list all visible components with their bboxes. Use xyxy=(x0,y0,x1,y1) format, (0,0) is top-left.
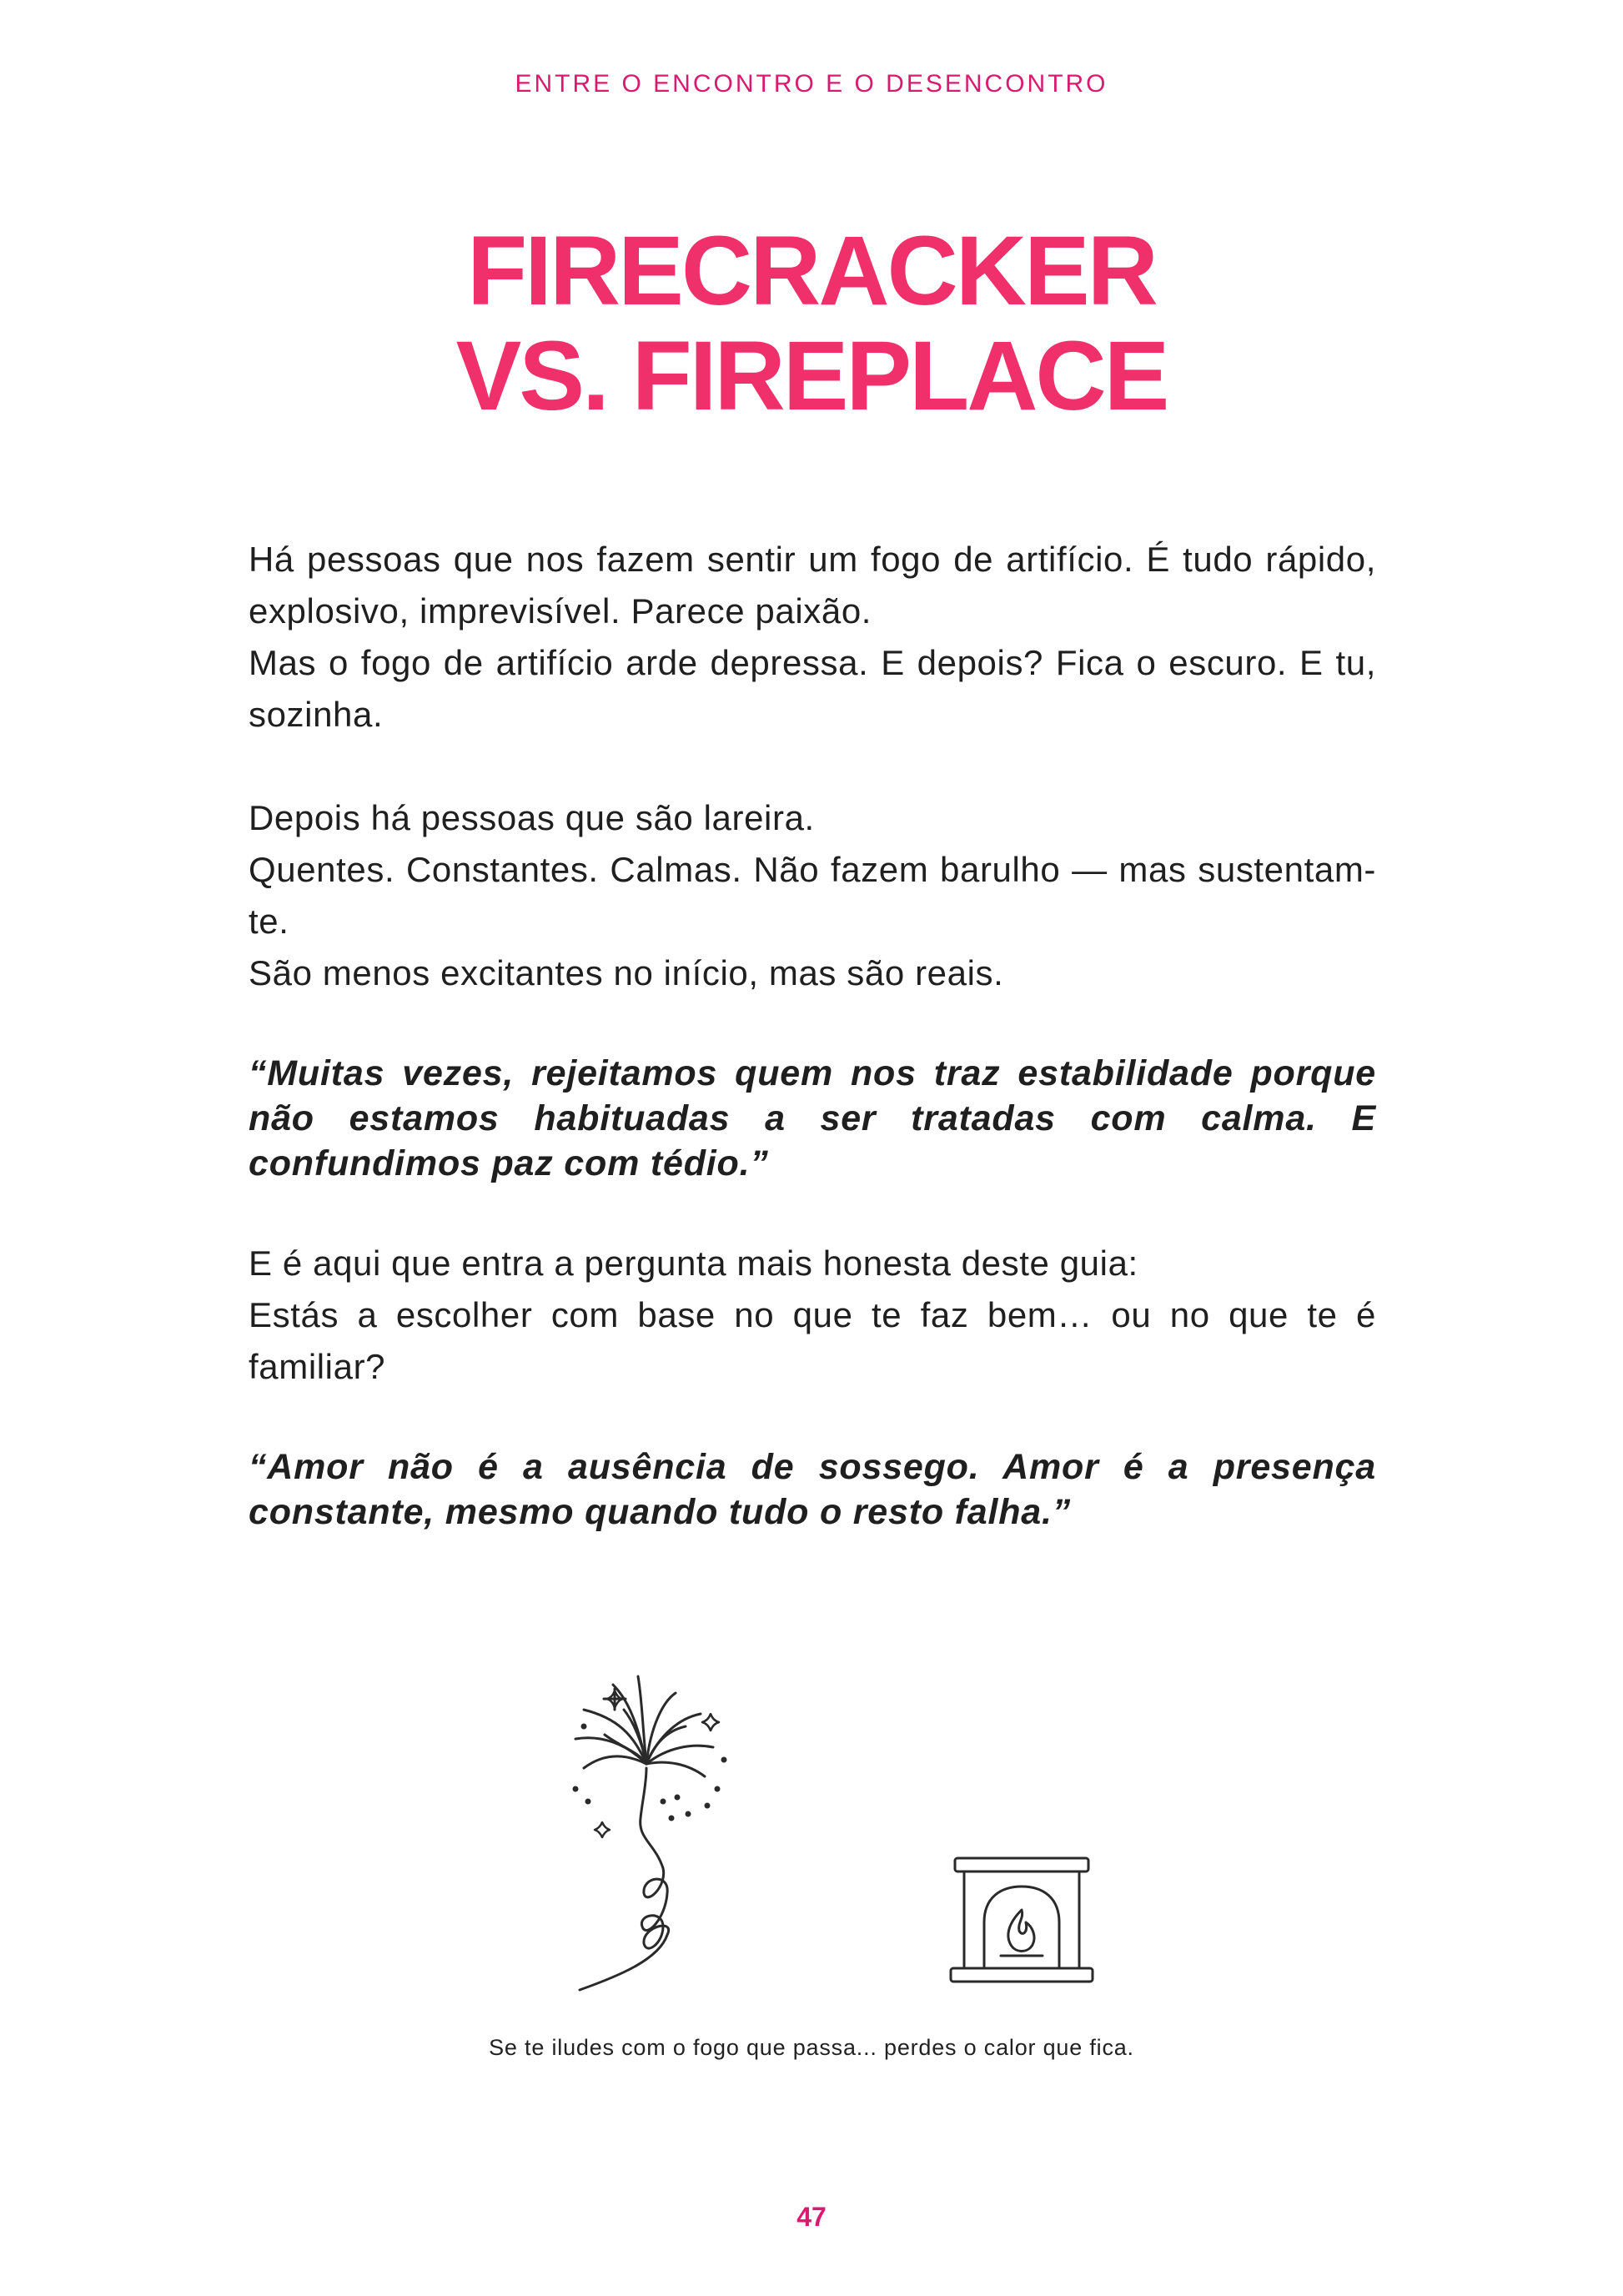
paragraph: Depois há pessoas que são lareira. xyxy=(249,798,815,837)
title-line-2: VS. FIREPLACE xyxy=(455,321,1168,431)
page-number: 47 xyxy=(796,2202,827,2232)
title-line-1: FIRECRACKER xyxy=(467,216,1156,326)
paragraph: Estás a escolher com base no que te faz bem… ou no que te é familiar? xyxy=(249,1295,1376,1386)
paragraph: São menos excitantes no início, mas são reais. xyxy=(249,953,1004,992)
paragraph: Há pessoas que nos fazem sentir um fogo de artifício. É tudo rápido, explosivo, imprevisível. Parece paixão. xyxy=(249,540,1376,631)
pull-quote: “Muitas vezes, rejeitamos quem nos traz estabilidade porque não estamos habituadas a ser tratadas com calma. E confundimos paz com tédio.” xyxy=(249,1053,1376,1183)
pull-quote: “Amor não é a ausência de sossego. Amor é a presença constante, mesmo quando tudo o resto falha.” xyxy=(249,1447,1376,1532)
illustration-caption: Se te iludes com o fogo que passa... perdes o calor que fica. xyxy=(489,2035,1134,2060)
paragraph: Quentes. Constantes. Calmas. Não fazem barulho — mas sustentam-te. xyxy=(249,850,1376,941)
paragraph: E é aqui que entra a pergunta mais honesta deste guia: xyxy=(249,1243,1138,1283)
firework-icon xyxy=(574,1676,726,1990)
paragraph: Mas o fogo de artifício arde depressa. E depois? Fica o escuro. E tu, sozinha. xyxy=(249,643,1376,734)
running-header: ENTRE O ENCONTRO E O DESENCONTRO xyxy=(515,70,1108,98)
fireplace-icon xyxy=(951,1858,1093,1982)
